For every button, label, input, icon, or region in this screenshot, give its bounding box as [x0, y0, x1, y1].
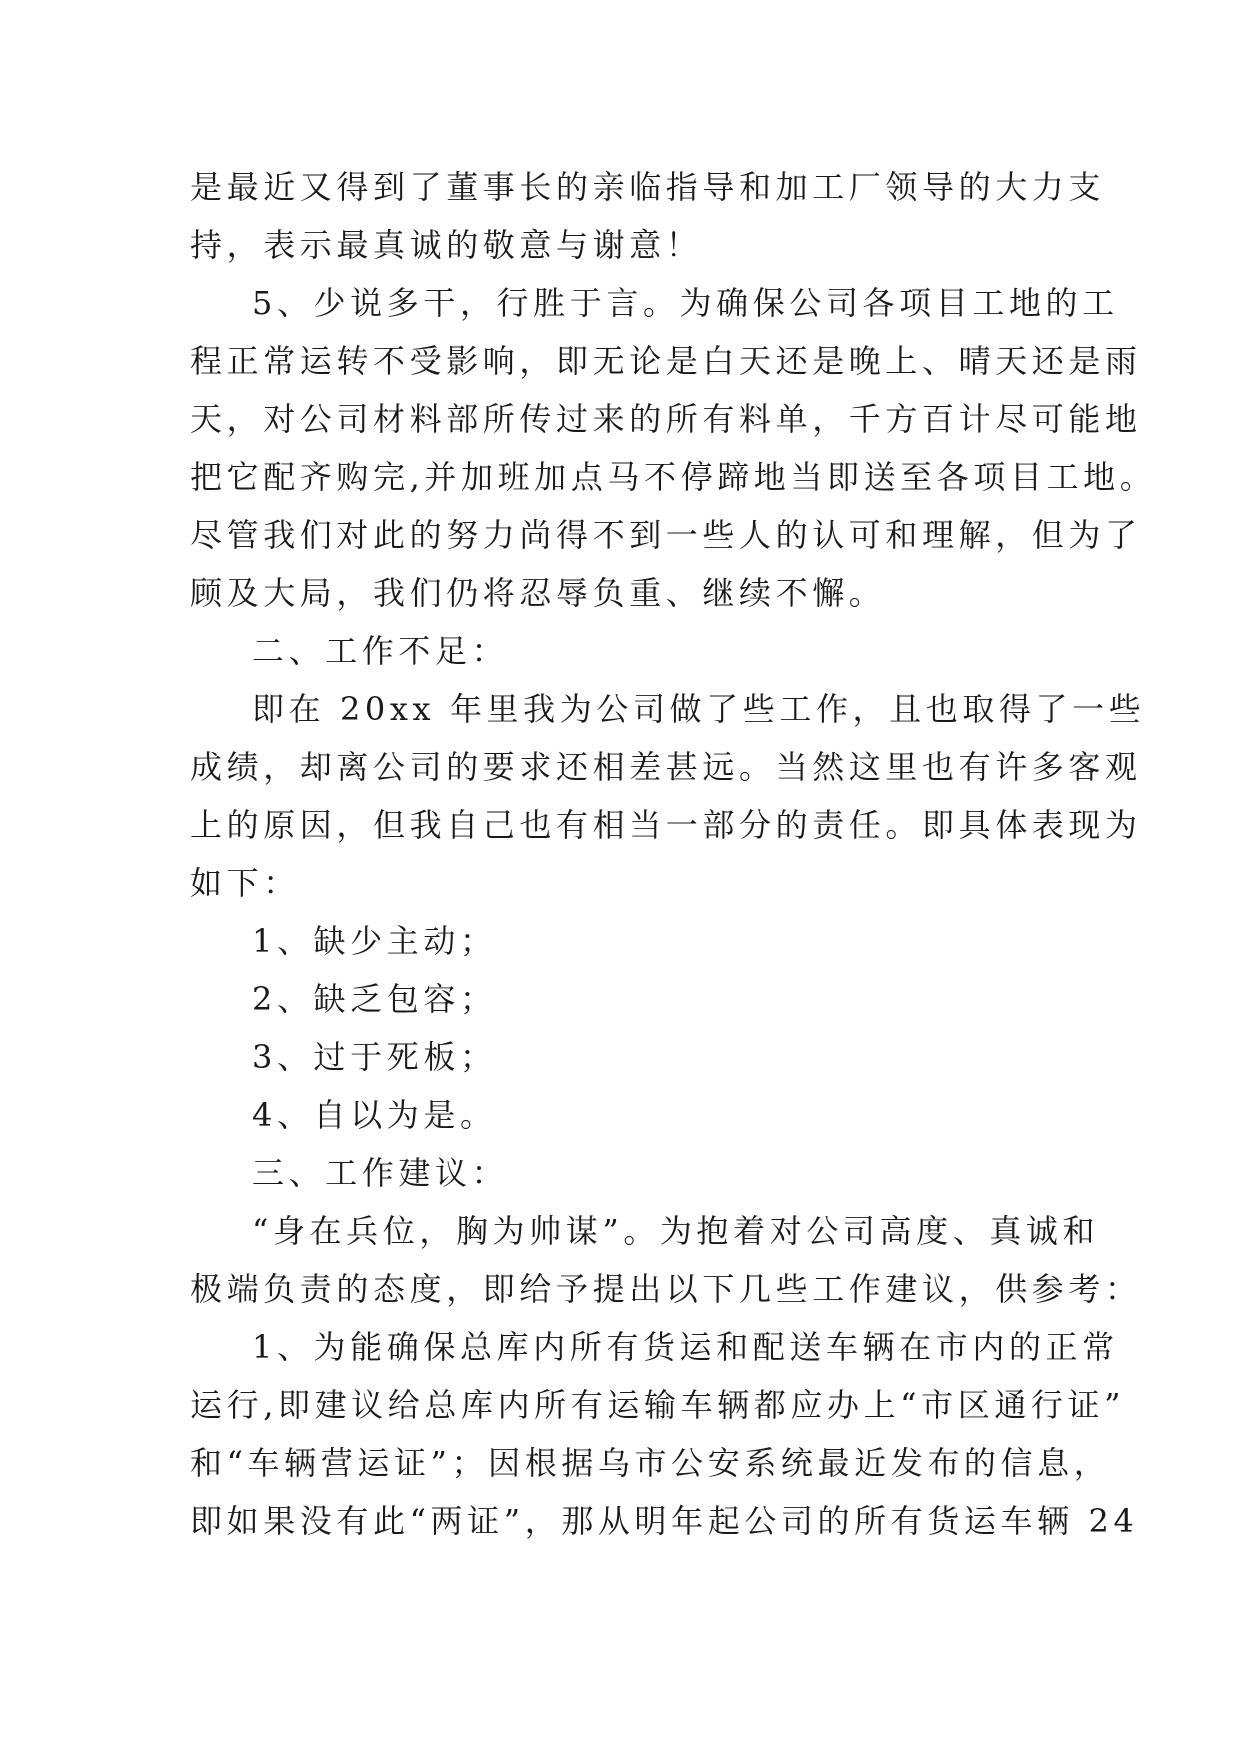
text-line: 成绩，却离公司的要求还相差甚远。当然这里也有许多客观 — [190, 748, 1142, 786]
text-line: 即在 20xx 年里我为公司做了些工作，且也取得了一些 — [252, 690, 1146, 728]
text-line: 1、为能确保总库内所有货运和配送车辆在市内的正常 — [252, 1328, 1119, 1366]
text-line: 上的原因，但我自己也有相当一部分的责任。即具体表现为 — [190, 806, 1142, 844]
list-item: 2、缺乏包容； — [252, 980, 497, 1018]
text-line: 顾及大局，我们仍将忍辱负重、继续不懈。 — [190, 574, 886, 612]
list-item: 4、自以为是。 — [252, 1096, 497, 1134]
list-item: 3、过于死板； — [252, 1038, 497, 1076]
text-line: 5、少说多干，行胜于言。为确保公司各项目工地的工 — [252, 284, 1119, 322]
section-heading: 二、工作不足： — [252, 632, 509, 670]
text-line: 程正常运转不受影响，即无论是白天还是晚上、晴天还是雨 — [190, 342, 1142, 380]
section-heading: 三、工作建议： — [252, 1154, 509, 1192]
document-page — [190, 158, 1157, 1550]
text-line: 持，表示最真诚的敬意与谢意！ — [190, 226, 703, 264]
text-line: 尽管我们对此的努力尚得不到一些人的认可和理解，但为了 — [190, 516, 1142, 554]
text-line: 天，对公司材料部所传过来的所有料单，千方百计尽可能地 — [190, 400, 1142, 438]
text-line: 极端负责的态度，即给予提出以下几些工作建议，供参考： — [190, 1270, 1142, 1308]
text-line: 把它配齐购完,并加班加点马不停蹄地当即送至各项目工地。 — [190, 458, 1157, 496]
text-line: “身在兵位，胸为帅谋”。为抱着对公司高度、真诚和 — [252, 1212, 1100, 1250]
text-line: 和“车辆营运证”；因根据乌市公安系统最近发布的信息， — [190, 1444, 1111, 1482]
text-line: 运行,即建议给总库内所有运输车辆都应办上“市区通行证” — [190, 1386, 1126, 1424]
list-item: 1、缺少主动； — [252, 922, 497, 960]
text-line: 如下： — [190, 864, 300, 902]
text-line: 是最近又得到了董事长的亲临指导和加工厂领导的大力支 — [190, 168, 1106, 206]
text-line: 即如果没有此“两证”，那从明年起公司的所有货运车辆 24 — [190, 1502, 1139, 1540]
